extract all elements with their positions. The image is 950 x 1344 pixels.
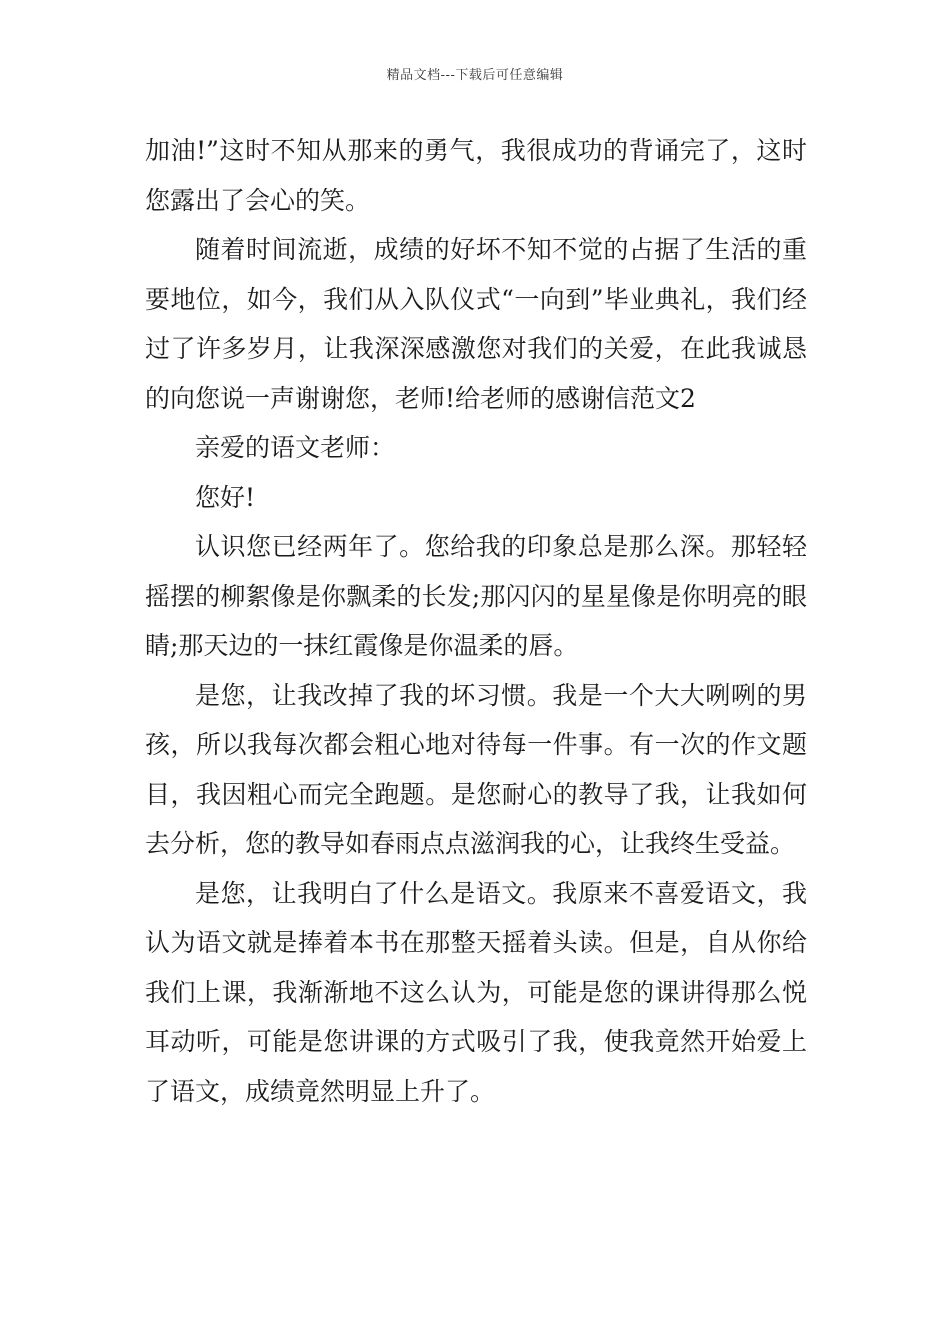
paragraph-2: 随着时间流逝，成绩的好坏不知不觉的占据了生活的重要地位，如今，我们从入队仪式“一向到”毕业典礼，我们经过了许多岁月，让我深深感激您对我们的关爱，在此我诚恳的向您说一声谢谢您，老师!给老师的感谢信范文2	[145, 235, 807, 413]
page-header: 精品文档---下载后可任意编辑	[386, 68, 564, 83]
salutation: 亲爱的语文老师：	[195, 433, 396, 462]
paragraph-3: 认识您已经两年了。您给我的印象总是那么深。那轻轻摇摆的柳絮像是你飘柔的长发;那闪闪的星星像是你明亮的眼睛;那天边的一抹红霞像是你温柔的唇。	[145, 532, 807, 660]
paragraph-1: 加油!”这时不知从那来的勇气，我很成功的背诵完了，这时您露出了会心的笑。	[145, 136, 807, 215]
letter-body	[145, 126, 807, 1116]
paragraph-5: 是您，让我明白了什么是语文。我原来不喜爱语文，我认为语文就是捧着本书在那整天摇着头读。但是，自从你给我们上课，我渐渐地不这么认为，可能是您的课讲得那么悦耳动听，可能是您讲课的方式吸引了我，使我竟然开始爱上了语文，成绩竟然明显上升了。	[145, 878, 807, 1106]
greeting: 您好!	[195, 482, 256, 512]
paragraph-4: 是您，让我改掉了我的坏习惯。我是一个大大咧咧的男孩，所以我每次都会粗心地对待每一件事。有一次的作文题目，我因粗心而完全跑题。是您耐心的教导了我，让我如何去分析，您的教导如春雨点点滋润我的心，让我终生受益。	[145, 680, 807, 858]
